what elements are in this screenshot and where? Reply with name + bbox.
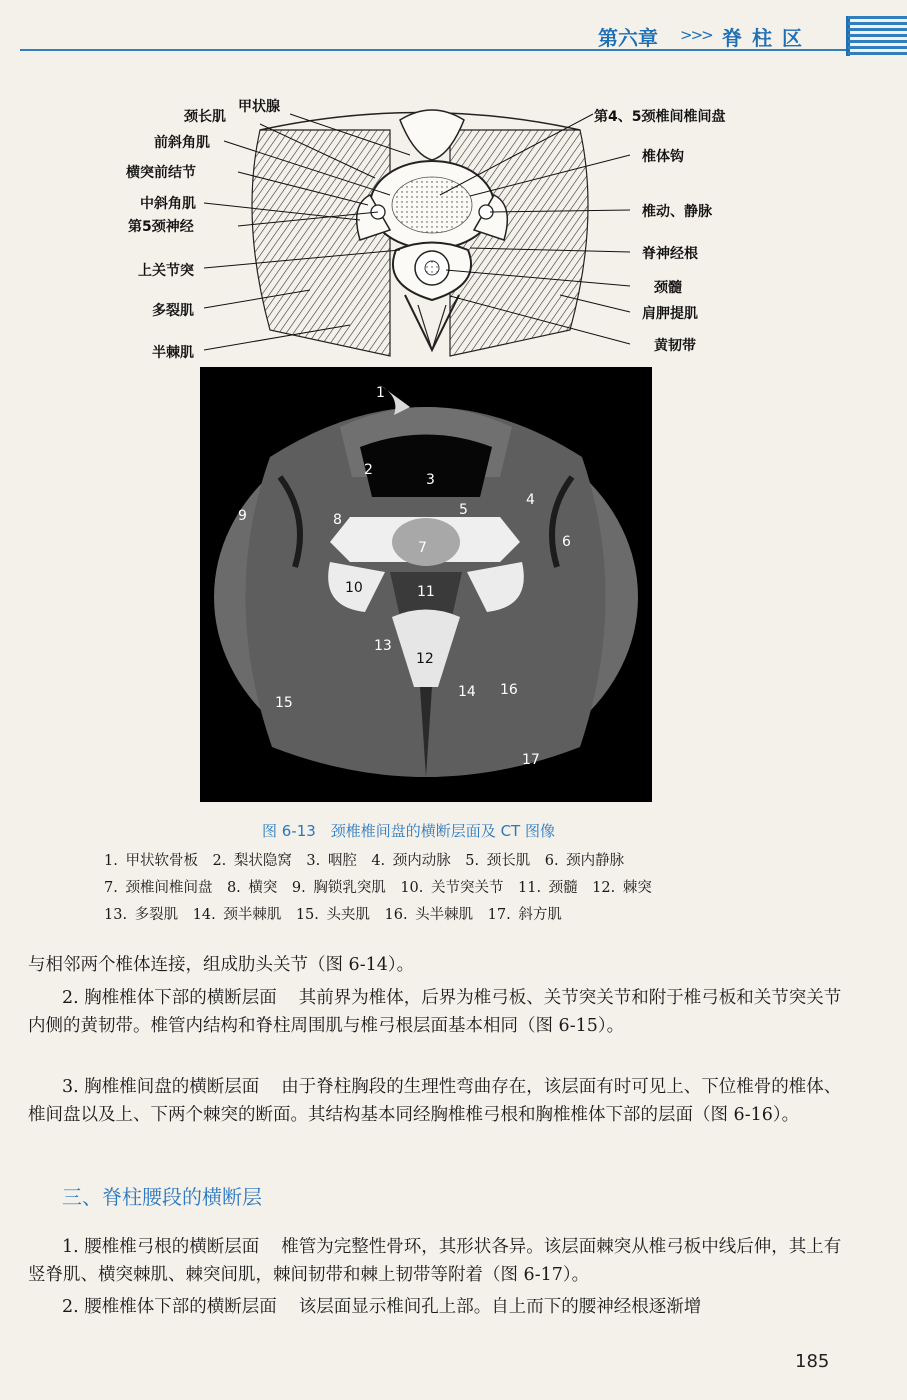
label-c5-nerve: 第5颈神经 xyxy=(128,219,194,235)
paragraph-text: 与相邻两个椎体连接，组成肋头关节（图 6-14）。 xyxy=(28,955,415,975)
header-section: 脊柱区 xyxy=(722,26,812,50)
paragraph-thoracic-disc xyxy=(28,1073,843,1129)
label-longus-colli: 颈长肌 xyxy=(184,109,226,125)
paragraph-continuation xyxy=(28,951,843,979)
ct-label-6: 6 xyxy=(562,534,571,550)
label-thyroid: 甲状腺 xyxy=(238,99,280,115)
section-title: 三、脊柱腰段的横断层 xyxy=(62,1185,262,1209)
ct-label-14: 14 xyxy=(458,684,476,700)
label-nerve-root: 脊神经根 xyxy=(642,246,698,262)
label-levator-scapulae: 肩胛提肌 xyxy=(642,306,698,322)
ct-label-3: 3 xyxy=(426,472,435,488)
ct-label-8: 8 xyxy=(333,512,342,528)
label-anterior-scalene: 前斜角肌 xyxy=(154,135,210,151)
ct-label-16: 16 xyxy=(500,682,518,698)
label-uncinate: 椎体钩 xyxy=(642,149,684,165)
header-arrows: >>> xyxy=(680,26,712,44)
label-cervical-cord: 颈髓 xyxy=(654,280,682,296)
ct-label-9: 9 xyxy=(238,508,247,524)
paragraph-heading: 2. 胸椎椎体下部的横断层面 xyxy=(62,988,277,1008)
paragraph-text: 由于脊柱胸段的生理性弯曲存在，该层面有时可见上、下位椎骨的椎体、椎间盘以及上、下两个棘突的断面。其结构基本同经胸椎椎弓根和胸椎椎体下部的层面（图 6-16）。 xyxy=(28,1077,842,1125)
ct-label-4: 4 xyxy=(526,492,535,508)
paragraph-lumbar-pedicle xyxy=(28,1233,843,1289)
ct-image xyxy=(200,367,652,802)
ct-label-15: 15 xyxy=(275,695,293,711)
ct-label-5: 5 xyxy=(459,502,468,518)
paragraph-heading: 3. 胸椎椎间盘的横断层面 xyxy=(62,1077,260,1097)
label-ligamentum-flavum: 黄韧带 xyxy=(654,338,696,354)
ct-label-11: 11 xyxy=(417,584,435,600)
label-vertebral-vessels: 椎动、静脉 xyxy=(642,204,712,220)
paragraph-lumbar-body xyxy=(28,1293,843,1321)
label-semispinalis: 半棘肌 xyxy=(152,345,194,361)
ct-label-17: 17 xyxy=(522,752,540,768)
header-stripes xyxy=(848,16,907,56)
legend-line: 1. 甲状软骨板 2. 梨状隐窝 3. 咽腔 4. 颈内动脉 5. 颈长肌 6. 颈内静脉 xyxy=(104,853,625,869)
anatomy-drawing xyxy=(200,100,640,358)
legend-line: 7. 颈椎间椎间盘 8. 横突 9. 胸锁乳突肌 10. 关节突关节 11. 颈髓 12. 棘突 xyxy=(104,880,652,896)
ct-label-10: 10 xyxy=(345,580,363,596)
figure-caption: 图 6-13 颈椎椎间盘的横断层面及 CT 图像 xyxy=(262,822,555,840)
label-intervertebral-disc: 第4、5颈椎间椎间盘 xyxy=(594,109,726,125)
paragraph-thoracic-body xyxy=(28,984,843,1040)
label-anterior-tubercle: 横突前结节 xyxy=(126,165,196,181)
label-multifidus: 多裂肌 xyxy=(152,303,194,319)
ct-label-1: 1 xyxy=(376,385,385,401)
paragraph-heading: 1. 腰椎椎弓根的横断层面 xyxy=(62,1237,260,1257)
ct-label-7: 7 xyxy=(418,540,427,556)
ct-label-13: 13 xyxy=(374,638,392,654)
ct-label-12: 12 xyxy=(416,651,434,667)
paragraph-text: 椎管为完整性骨环，其形状各异。该层面棘突从椎弓板中线后伸，其上有竖脊肌、横突棘肌、棘突间肌，棘间韧带和棘上韧带等附着（图 6-17）。 xyxy=(28,1237,842,1285)
page-number: 185 xyxy=(795,1351,830,1372)
label-middle-scalene: 中斜角肌 xyxy=(140,196,196,212)
paragraph-text: 其前界为椎体，后界为椎弓板、关节突关节和附于椎弓板和关节突关节内侧的黄韧带。椎管内结构和脊柱周围肌与椎弓根层面基本相同（图 6-15）。 xyxy=(28,988,842,1036)
label-superior-articular: 上关节突 xyxy=(138,263,194,279)
paragraph-heading: 2. 腰椎椎体下部的横断层面 xyxy=(62,1297,277,1317)
legend-line: 13. 多裂肌 14. 颈半棘肌 15. 头夹肌 16. 头半棘肌 17. 斜方肌 xyxy=(104,907,562,923)
header-chapter: 第六章 xyxy=(598,26,658,50)
ct-label-2: 2 xyxy=(364,462,373,478)
paragraph-text: 该层面显示椎间孔上部。自上而下的腰神经根逐渐增 xyxy=(298,1297,702,1317)
